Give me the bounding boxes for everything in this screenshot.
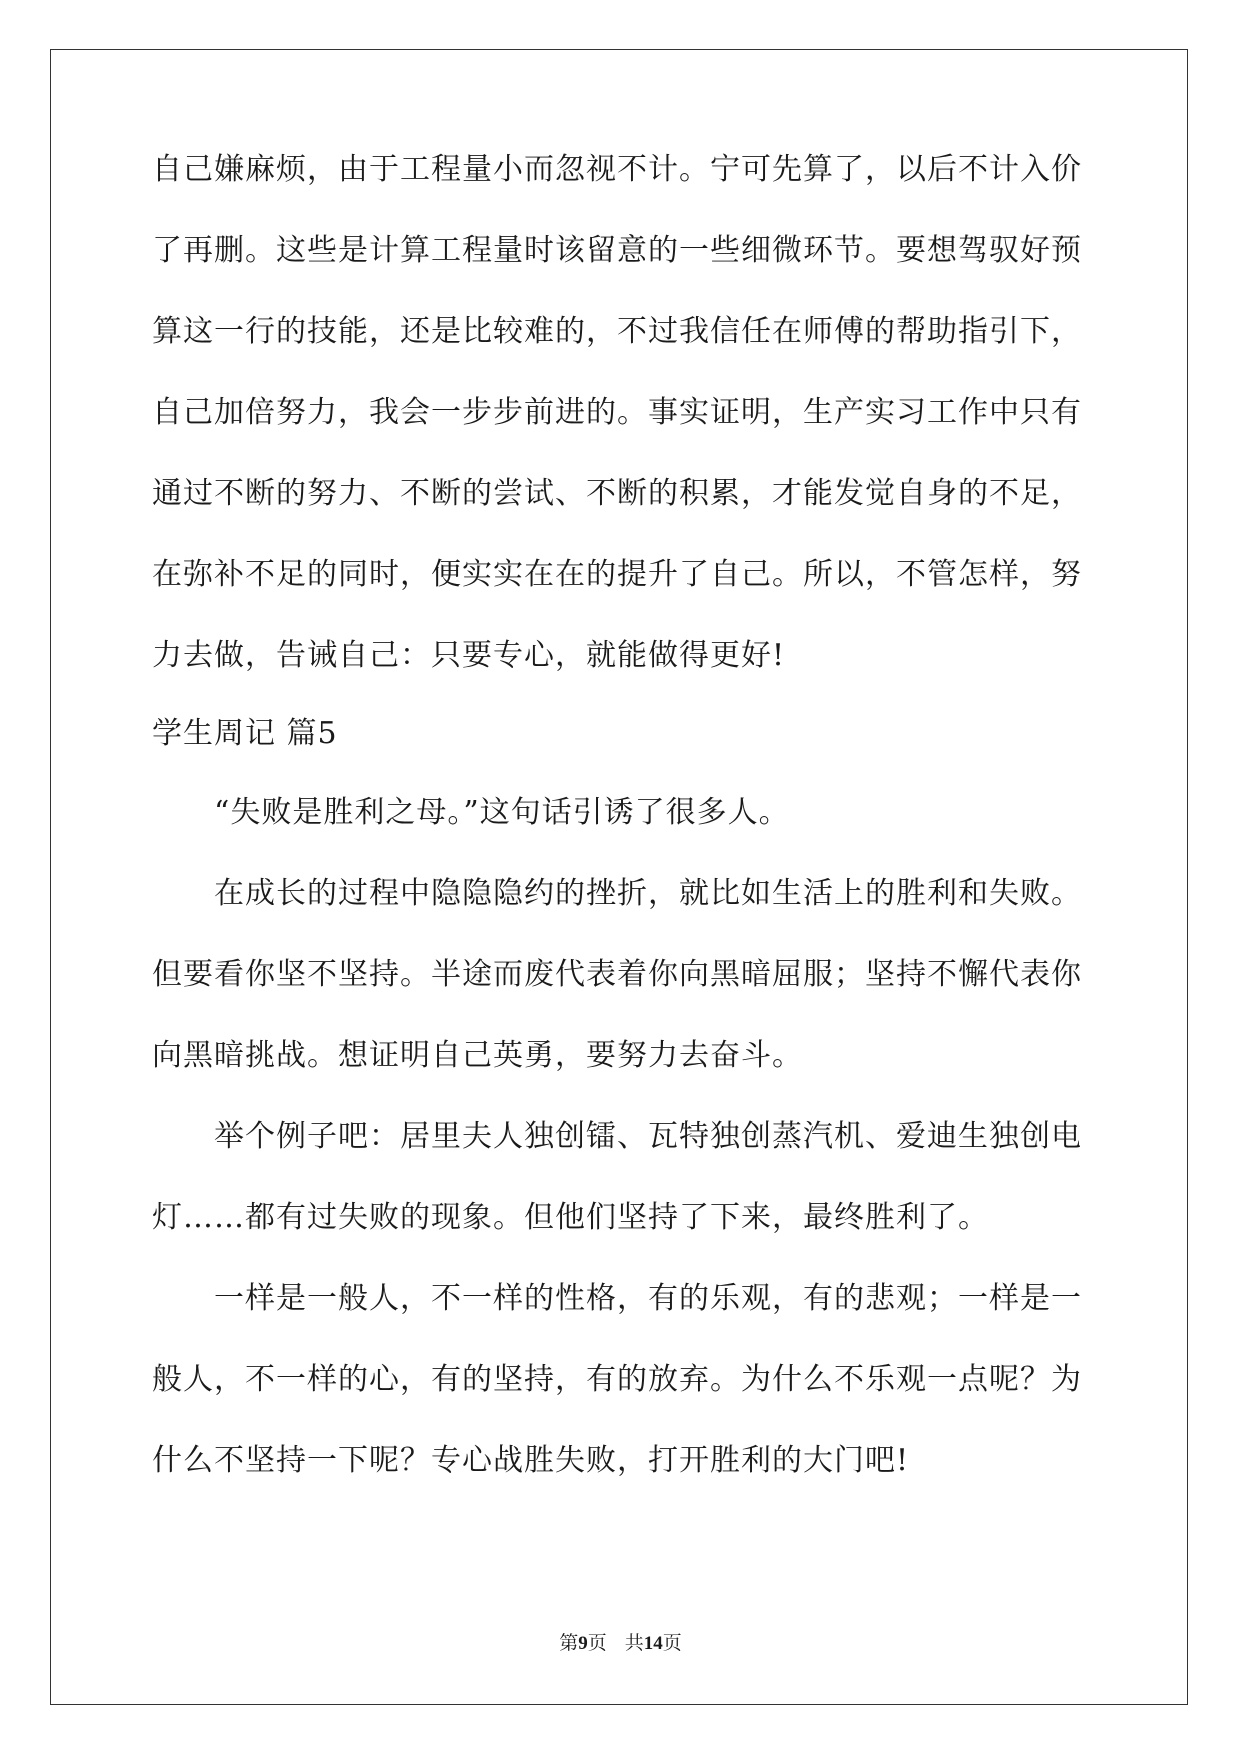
body-line-3: 算这一行的技能，还是比较难的，不过我信任在师傅的帮助指引下， [152,314,1082,349]
footer-total-pages: 14 [643,1633,663,1654]
section-line-3: 但要看你坚不坚持。半途而废代表着你向黑暗屈服；坚持不懈代表你 [152,957,1082,992]
body-line-6: 在弥补不足的同时，便实实在在的提升了自己。所以，不管怎样，努 [152,557,1082,592]
body-line-7: 力去做，告诫自己：只要专心，就能做得更好! [152,638,786,673]
body-line-1: 自己嫌麻烦，由于工程量小而忽视不计。宁可先算了，以后不计入价 [152,152,1082,187]
footer-page-suffix: 页 [587,1633,607,1654]
section-line-9: 什么不坚持一下呢？专心战胜失败，打开胜利的大门吧! [152,1443,910,1478]
body-line-2: 了再删。这些是计算工程量时该留意的一些细微环节。要想驾驭好预 [152,233,1082,268]
section-title: 学生周记 篇5 [152,716,338,751]
section-line-5: 举个例子吧：居里夫人独创镭、瓦特独创蒸汽机、爱迪生独创电 [214,1119,1082,1154]
section-line-1: “失败是胜利之母。”这句话引诱了很多人。 [214,795,790,830]
footer-page-number: 9 [578,1633,588,1654]
section-line-7: 一样是一般人，不一样的性格，有的乐观，有的悲观；一样是一 [214,1281,1082,1316]
section-line-4: 向黑暗挑战。想证明自己英勇，要努力去奋斗。 [152,1038,803,1073]
footer-total-prefix: 共 [624,1633,644,1654]
footer-total-suffix: 页 [662,1633,682,1654]
footer-prefix: 第 [559,1633,579,1654]
body-line-4: 自己加倍努力，我会一步步前进的。事实证明，生产实习工作中只有 [152,395,1082,430]
page-footer [0,1632,1241,1656]
body-line-5: 通过不断的努力、不断的尝试、不断的积累，才能发觉自身的不足， [152,476,1082,511]
section-line-6: 灯……都有过失败的现象。但他们坚持了下来，最终胜利了。 [152,1200,989,1235]
section-line-2: 在成长的过程中隐隐隐约的挫折，就比如生活上的胜利和失败。 [214,876,1082,911]
section-line-8: 般人，不一样的心，有的坚持，有的放弃。为什么不乐观一点呢？为 [152,1362,1082,1397]
